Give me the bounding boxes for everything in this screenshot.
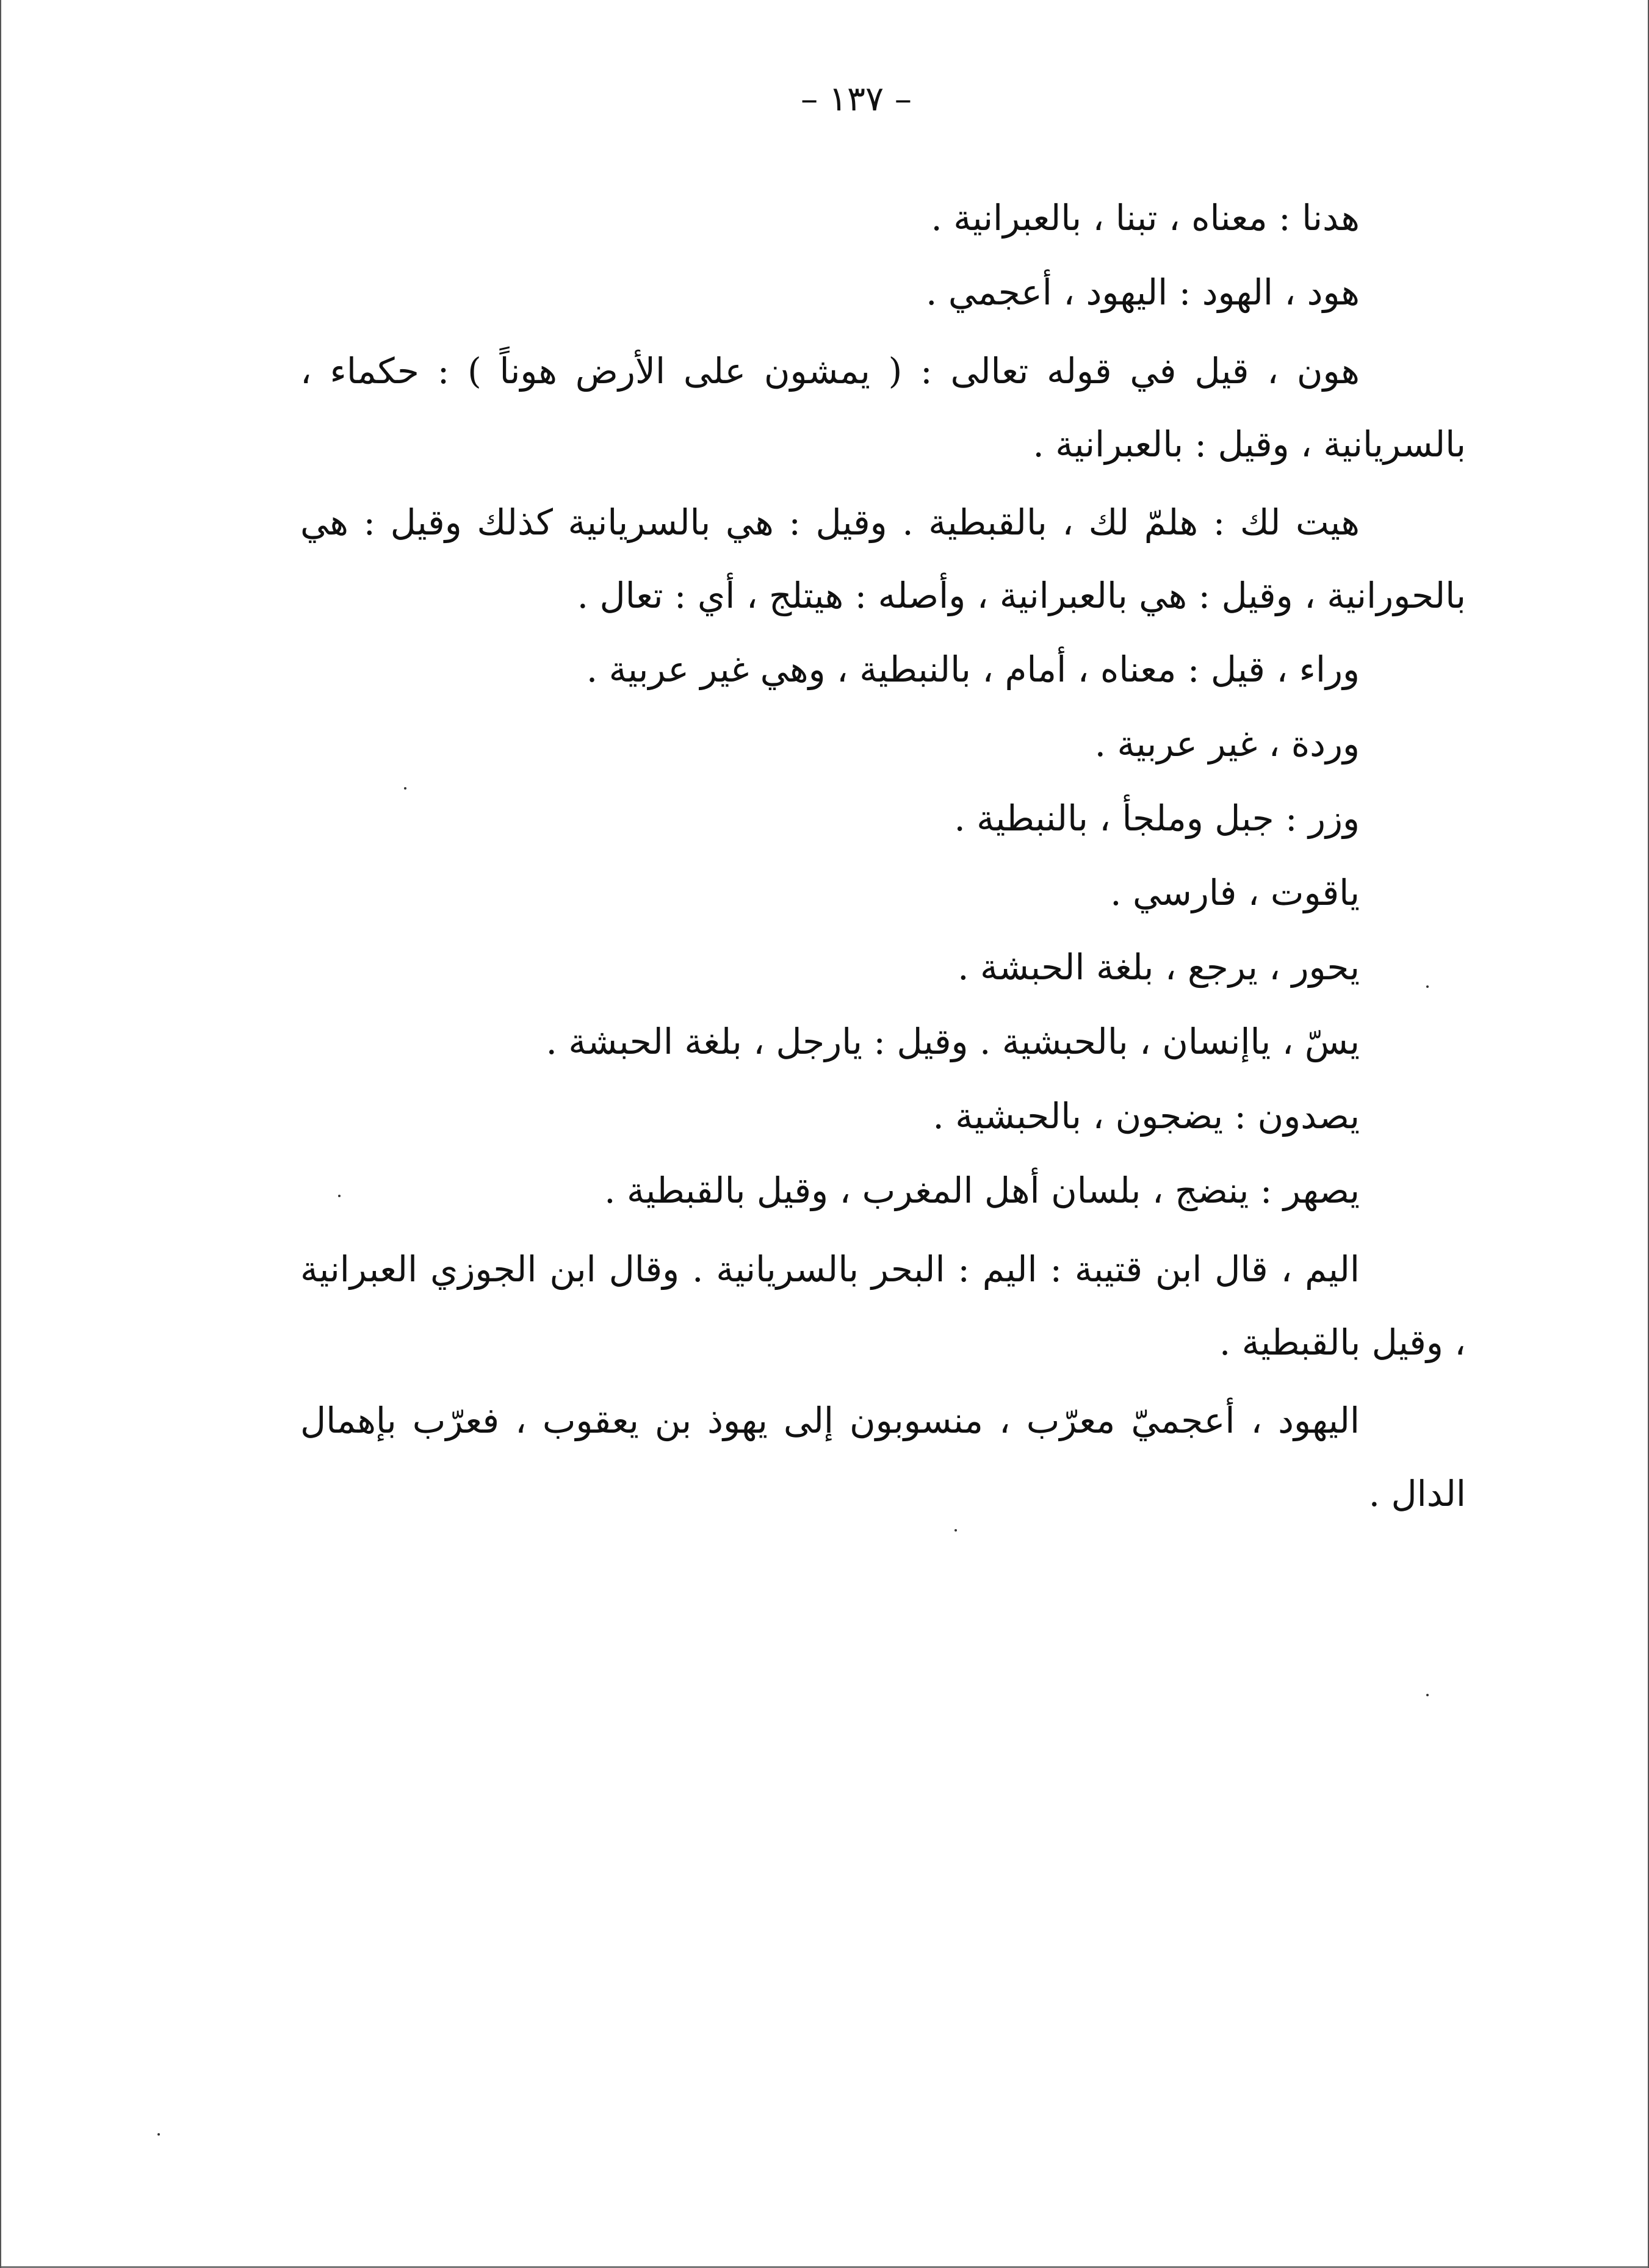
- scan-speck: [338, 1195, 341, 1197]
- scan-speck: [954, 1529, 957, 1532]
- entry-al-yamm: اليم ، قال ابن قتيبة : اليم : البحر بالسريانية . وقال ابن الجوزي العبرانية ، وقيل بالقبطية .: [300, 1248, 1466, 1363]
- entry-yaqut: ياقوت ، فارسي .: [1110, 872, 1360, 913]
- entry-yasiddun: يصدون : يضجون ، بالحبشية .: [933, 1095, 1360, 1137]
- entry-yusharu: يصهر : ينضج ، بلسان أهل المغرب ، وقيل بالقبطية .: [604, 1170, 1360, 1211]
- entry-wara: وراء ، قيل : معناه ، أمام ، بالنبطية ، وهي غير عربية .: [586, 649, 1360, 690]
- entry-warda: وردة ، غير عربية .: [1094, 723, 1360, 765]
- entry-yasin: يسّ ، ياإنسان ، بالحبشية . وقيل : يارجل ، بلغة الحبشة .: [546, 1021, 1360, 1062]
- scan-speck: [1426, 1694, 1429, 1696]
- entry-hayta-lak: هيت لك : هلمّ لك ، بالقبطية . وقيل : هي بالسريانية كذلك وقيل : هي بالحورانية ، وقيل : هي بالعبرانية ، وأصله : هيتلج ، أي : تعال .: [300, 502, 1466, 616]
- dictionary-entries: [300, 181, 1466, 1530]
- scan-speck: [404, 787, 406, 790]
- entry-hud: هود ، الهود : اليهود ، أعجمي .: [925, 272, 1360, 313]
- scan-speck: [1426, 985, 1429, 988]
- entry-hawn: هون ، قيل في قوله تعالى : ( يمشون على الأرض هوناً ) : حكماء ، بالسريانية ، وقيل : بالعبرانية .: [300, 350, 1466, 465]
- scan-speck: [157, 2133, 160, 2136]
- entry-wazar: وزر : جبل وملجأ ، بالنبطية .: [954, 797, 1360, 839]
- entry-hadna: هدنا : معناه ، تبنا ، بالعبرانية .: [931, 197, 1360, 239]
- page-number: – ١٣٧ –: [801, 79, 912, 119]
- entry-al-yahud: اليهود ، أعجميّ معرّب ، منسوبون إلى يهوذ بن يعقوب ، فعرّب بإهمال الدال .: [300, 1400, 1466, 1514]
- entry-yahur: يحور ، يرجع ، بلغة الحبشة .: [958, 946, 1360, 988]
